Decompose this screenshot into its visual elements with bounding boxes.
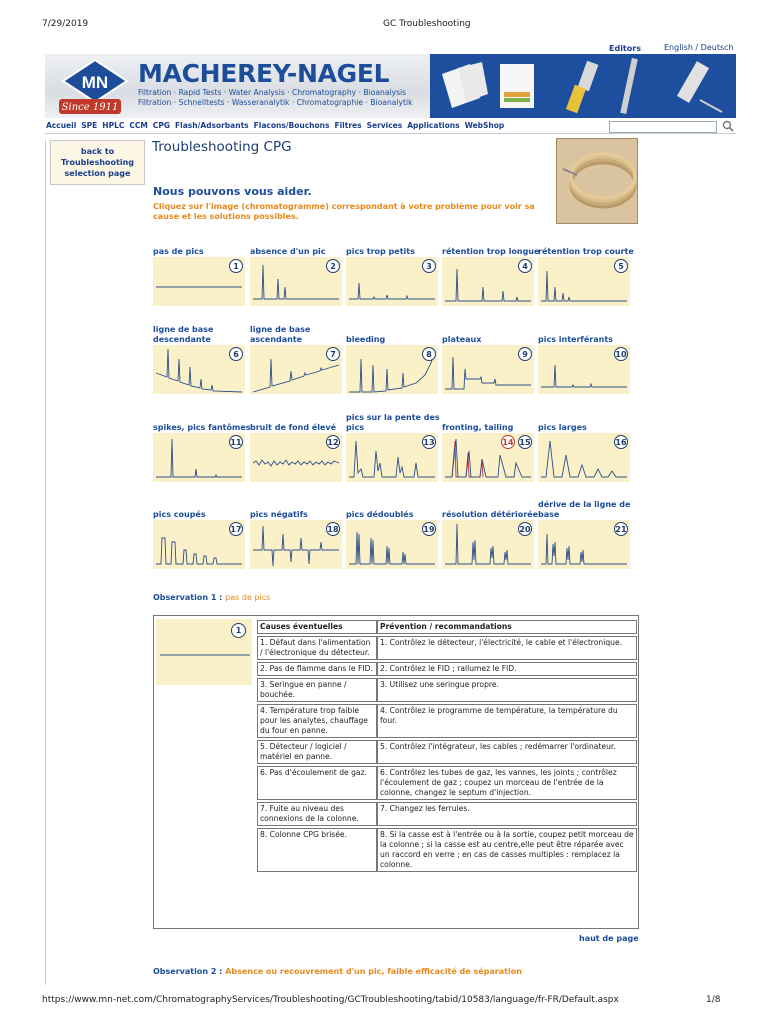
problem-label[interactable]: ligne de base ascendante (250, 325, 311, 344)
chromatogram-thumbnail[interactable] (538, 345, 630, 394)
search-input[interactable] (609, 121, 717, 133)
problem-number: 1 (229, 259, 243, 273)
chromatogram-thumbnail[interactable] (442, 257, 534, 306)
problem-number: 6 (229, 347, 243, 361)
problem-number: 14 (501, 435, 515, 449)
chromatogram-thumbnail[interactable] (538, 433, 630, 482)
nav-item[interactable]: Flash/Adsorbants (175, 121, 249, 130)
problem-5[interactable] (538, 230, 634, 308)
nav-item[interactable]: Accueil (46, 121, 77, 130)
observation-2-prefix: Observation 2 : (153, 967, 223, 976)
problem-label[interactable]: spikes, pics fantômes (153, 422, 251, 432)
problem-18[interactable] (250, 493, 342, 571)
problem-number: 21 (614, 522, 628, 536)
page-title: Troubleshooting CPG (152, 139, 292, 155)
cause-cell: 6. Pas d'écoulement de gaz. (257, 766, 377, 800)
cause-cell: 2. Pas de flamme dans le FID. (257, 662, 377, 676)
problem-4[interactable] (442, 230, 540, 308)
problem-number: 10 (614, 347, 628, 361)
problem-16[interactable] (538, 406, 630, 484)
chromatogram-thumbnail[interactable] (346, 433, 438, 482)
problem-3[interactable] (346, 230, 438, 308)
problem-number: 2 (326, 259, 340, 273)
logo-letters: MN (81, 73, 109, 92)
chromatogram-thumbnail[interactable] (153, 257, 245, 306)
problem-number: 20 (518, 522, 532, 536)
print-title: GC Troubleshooting (383, 19, 471, 29)
recommendation-cell: 4. Contrôlez le programme de température, la température du four. (377, 704, 637, 738)
recommendation-cell: 7. Changez les ferrules. (377, 802, 637, 826)
chromatogram-thumbnail[interactable] (442, 345, 534, 394)
table-row (257, 678, 637, 702)
language-switcher[interactable]: English / Deutsch (664, 43, 734, 52)
nav-item[interactable]: Applications (407, 121, 460, 130)
back-to-selection-link[interactable]: back to Troubleshooting selection page (50, 140, 145, 185)
problem-2[interactable] (250, 230, 342, 308)
syringe-image (677, 61, 722, 112)
table-row (257, 740, 637, 764)
main-nav (46, 121, 606, 133)
problem-label[interactable]: pics larges (538, 422, 587, 432)
cause-cell: 1. Défaut dans l'alimentation / l'électronique du détecteur. (257, 636, 377, 660)
problem-number: 4 (518, 259, 532, 273)
problem-1[interactable] (153, 230, 245, 308)
mn-logo[interactable] (57, 59, 133, 117)
problem-number: 15 (518, 435, 532, 449)
observation-1-number: 1 (231, 623, 246, 638)
problem-label[interactable]: pics trop petits (346, 246, 415, 256)
problem-number: 18 (326, 522, 340, 536)
problem-number: 12 (326, 435, 340, 449)
problem-label[interactable]: pics sur la pente des pics (346, 413, 440, 432)
chromatogram-thumbnail[interactable] (153, 520, 245, 569)
problem-20[interactable] (442, 493, 538, 571)
problem-label[interactable]: pics interférants (538, 334, 613, 344)
problem-label[interactable]: rétention trop longue (442, 246, 540, 256)
table-row (257, 662, 637, 676)
chromatogram-thumbnail[interactable] (346, 520, 438, 569)
problem-label[interactable]: résolution détériorée (442, 509, 538, 519)
filter-paper-image (442, 62, 488, 108)
problem-label[interactable]: dérive de la ligne de base (538, 500, 631, 519)
chromatogram-thumbnail[interactable] (250, 520, 342, 569)
problem-label[interactable]: plateaux (442, 334, 482, 344)
problem-number: 19 (422, 522, 436, 536)
problem-label[interactable]: fronting, tailing (442, 422, 514, 432)
problem-number: 7 (326, 347, 340, 361)
table-row (257, 766, 637, 800)
tagline-german: Filtration · Schnelltests · Wasseranalytik · Chromatographie · Bioanalytik (138, 98, 413, 107)
observation-2-heading (153, 967, 522, 976)
chromatogram-thumbnail[interactable] (346, 257, 438, 306)
problem-11[interactable] (153, 406, 251, 484)
cause-cell: 8. Colonne CPG brisée. (257, 828, 377, 872)
problem-9[interactable] (442, 318, 534, 396)
problem-number: 8 (422, 347, 436, 361)
nav-divider (45, 133, 736, 134)
observation-2-title: Absence ou recouvrement d'un pic, faible efficacité de séparation (225, 967, 522, 976)
print-date: 7/29/2019 (42, 19, 89, 29)
nav-item[interactable]: Services (366, 121, 403, 130)
intro-instructions: Cliquez sur l'image (chromatogramme) correspondant à votre problème pour voir sa cause et les solutions possibles. (153, 202, 535, 221)
cause-cell: 7. Fuite au niveau des connexions de la colonne. (257, 802, 377, 826)
problem-label[interactable]: bleeding (346, 334, 386, 344)
causes-table (257, 618, 637, 874)
observation-1-title: pas de pics (225, 593, 271, 602)
cause-cell: 3. Seringue en panne / bouchée. (257, 678, 377, 702)
print-page-number: 1/8 (706, 995, 721, 1005)
problem-number: 5 (614, 259, 628, 273)
problem-label[interactable]: pics coupés (153, 509, 206, 519)
chromatogram-thumbnail[interactable] (250, 257, 342, 306)
causes-header: Causes éventuelles (257, 620, 377, 634)
observation-1-heading (153, 593, 270, 602)
chromatogram-thumbnail[interactable] (153, 345, 245, 394)
problem-number: 3 (422, 259, 436, 273)
problem-7[interactable] (250, 318, 342, 396)
problem-label[interactable]: rétention trop courte (538, 246, 634, 256)
logo-since: Since 1911 (61, 102, 119, 113)
tagline-english: Filtration · Rapid Tests · Water Analysis · Chromatography · Bioanalysis (138, 88, 407, 97)
recommendation-cell: 3. Utilisez une seringue propre. (377, 678, 637, 702)
nav-item[interactable]: CPG (152, 121, 171, 130)
observation-1-prefix: Observation 1 : (153, 593, 223, 602)
problem-6[interactable] (153, 318, 245, 396)
problem-21[interactable] (538, 493, 630, 571)
problem-12[interactable] (250, 406, 342, 484)
intro-heading: Nous pouvons vous aider. (153, 185, 312, 198)
problem-14[interactable] (442, 406, 534, 484)
problem-label[interactable]: bruit de fond élevé (250, 422, 337, 432)
problem-label[interactable]: pas de pics (153, 246, 204, 256)
recommendation-cell: 8. Si la casse est à l'entrée ou à la sortie, coupez petit morceau de la colonne ; si la casse est au centre,elle peut être réparée avec un raccord en verre ; en cas de casses multiples : remplacez la colonne. (377, 828, 637, 872)
chromatogram-thumbnail[interactable] (153, 433, 245, 482)
editors-link[interactable]: Editors (609, 44, 641, 53)
nav-item[interactable]: Filtres (334, 121, 362, 130)
nav-item[interactable]: CCM (129, 121, 148, 130)
problem-8[interactable] (346, 318, 438, 396)
recommendation-cell: 2. Contrôlez le FID ; rallumez le FID. (377, 662, 637, 676)
problem-label[interactable]: absence d'un pic (250, 246, 326, 256)
chromatogram-thumbnail[interactable] (442, 433, 534, 482)
problem-number: 11 (229, 435, 243, 449)
cause-cell: 5. Détecteur / logiciel / matériel en panne. (257, 740, 377, 764)
nav-item[interactable]: HPLC (102, 121, 125, 130)
problem-label[interactable]: ligne de base descendante (153, 325, 214, 344)
table-row (257, 802, 637, 826)
gc-column-image (566, 61, 599, 113)
chromatogram-thumbnail[interactable] (538, 257, 630, 306)
problem-label[interactable]: pics dédoublés (346, 509, 414, 519)
problem-number: 17 (229, 522, 243, 536)
chromatogram-thumbnail[interactable] (442, 520, 534, 569)
hplc-column-image (620, 58, 638, 114)
problem-10[interactable] (538, 318, 630, 396)
nav-item[interactable]: Flacons/Bouchons (253, 121, 330, 130)
nav-item[interactable]: SPE (81, 121, 98, 130)
problem-13[interactable] (346, 406, 438, 484)
recommendation-cell: 5. Contrôlez l'intégrateur, les cables ; redémarrer l'ordinateur. (377, 740, 637, 764)
content-left-border (45, 140, 46, 985)
chromatogram-thumbnail[interactable] (346, 345, 438, 394)
problem-number: 9 (518, 347, 532, 361)
chromatogram-thumbnail[interactable] (250, 433, 342, 482)
problem-number: 13 (422, 435, 436, 449)
brand-name: MACHEREY-NAGEL (138, 59, 390, 88)
cause-cell: 4. Température trop faible pour les analytes, chauffage du four en panne. (257, 704, 377, 738)
recommendation-cell: 1. Contrôlez le détecteur, l'électricité, le cable et l'électronique. (377, 636, 637, 660)
table-row (257, 704, 637, 738)
problem-number: 16 (614, 435, 628, 449)
test-strips-image (500, 64, 534, 108)
nav-item[interactable]: WebShop (464, 121, 505, 130)
magnifier-icon[interactable] (722, 119, 734, 133)
print-url: https://www.mn-net.com/ChromatographyServices/Troubleshooting/GCTroubleshooting/tabid/10583/language/fr-FR/Default.aspx (42, 995, 619, 1005)
prevention-header: Prévention / recommandations (377, 620, 637, 634)
gc-column-photo (556, 138, 638, 224)
recommendation-cell: 6. Contrôlez les tubes de gaz, les vannes, les joints ; contrôlez l'écoulement de gaz ; coupez un morceau de l'entrée de la colonne, changez le septum d'injection. (377, 766, 637, 800)
problem-19[interactable] (346, 493, 438, 571)
chromatogram-thumbnail[interactable] (538, 520, 630, 569)
chromatogram-thumbnail[interactable] (250, 345, 342, 394)
table-row (257, 636, 637, 660)
product-photo-strip (430, 54, 736, 118)
problem-17[interactable] (153, 493, 245, 571)
table-row (257, 828, 637, 872)
back-to-top-link[interactable]: haut de page (579, 934, 639, 943)
problem-label[interactable]: pics négatifs (250, 509, 308, 519)
